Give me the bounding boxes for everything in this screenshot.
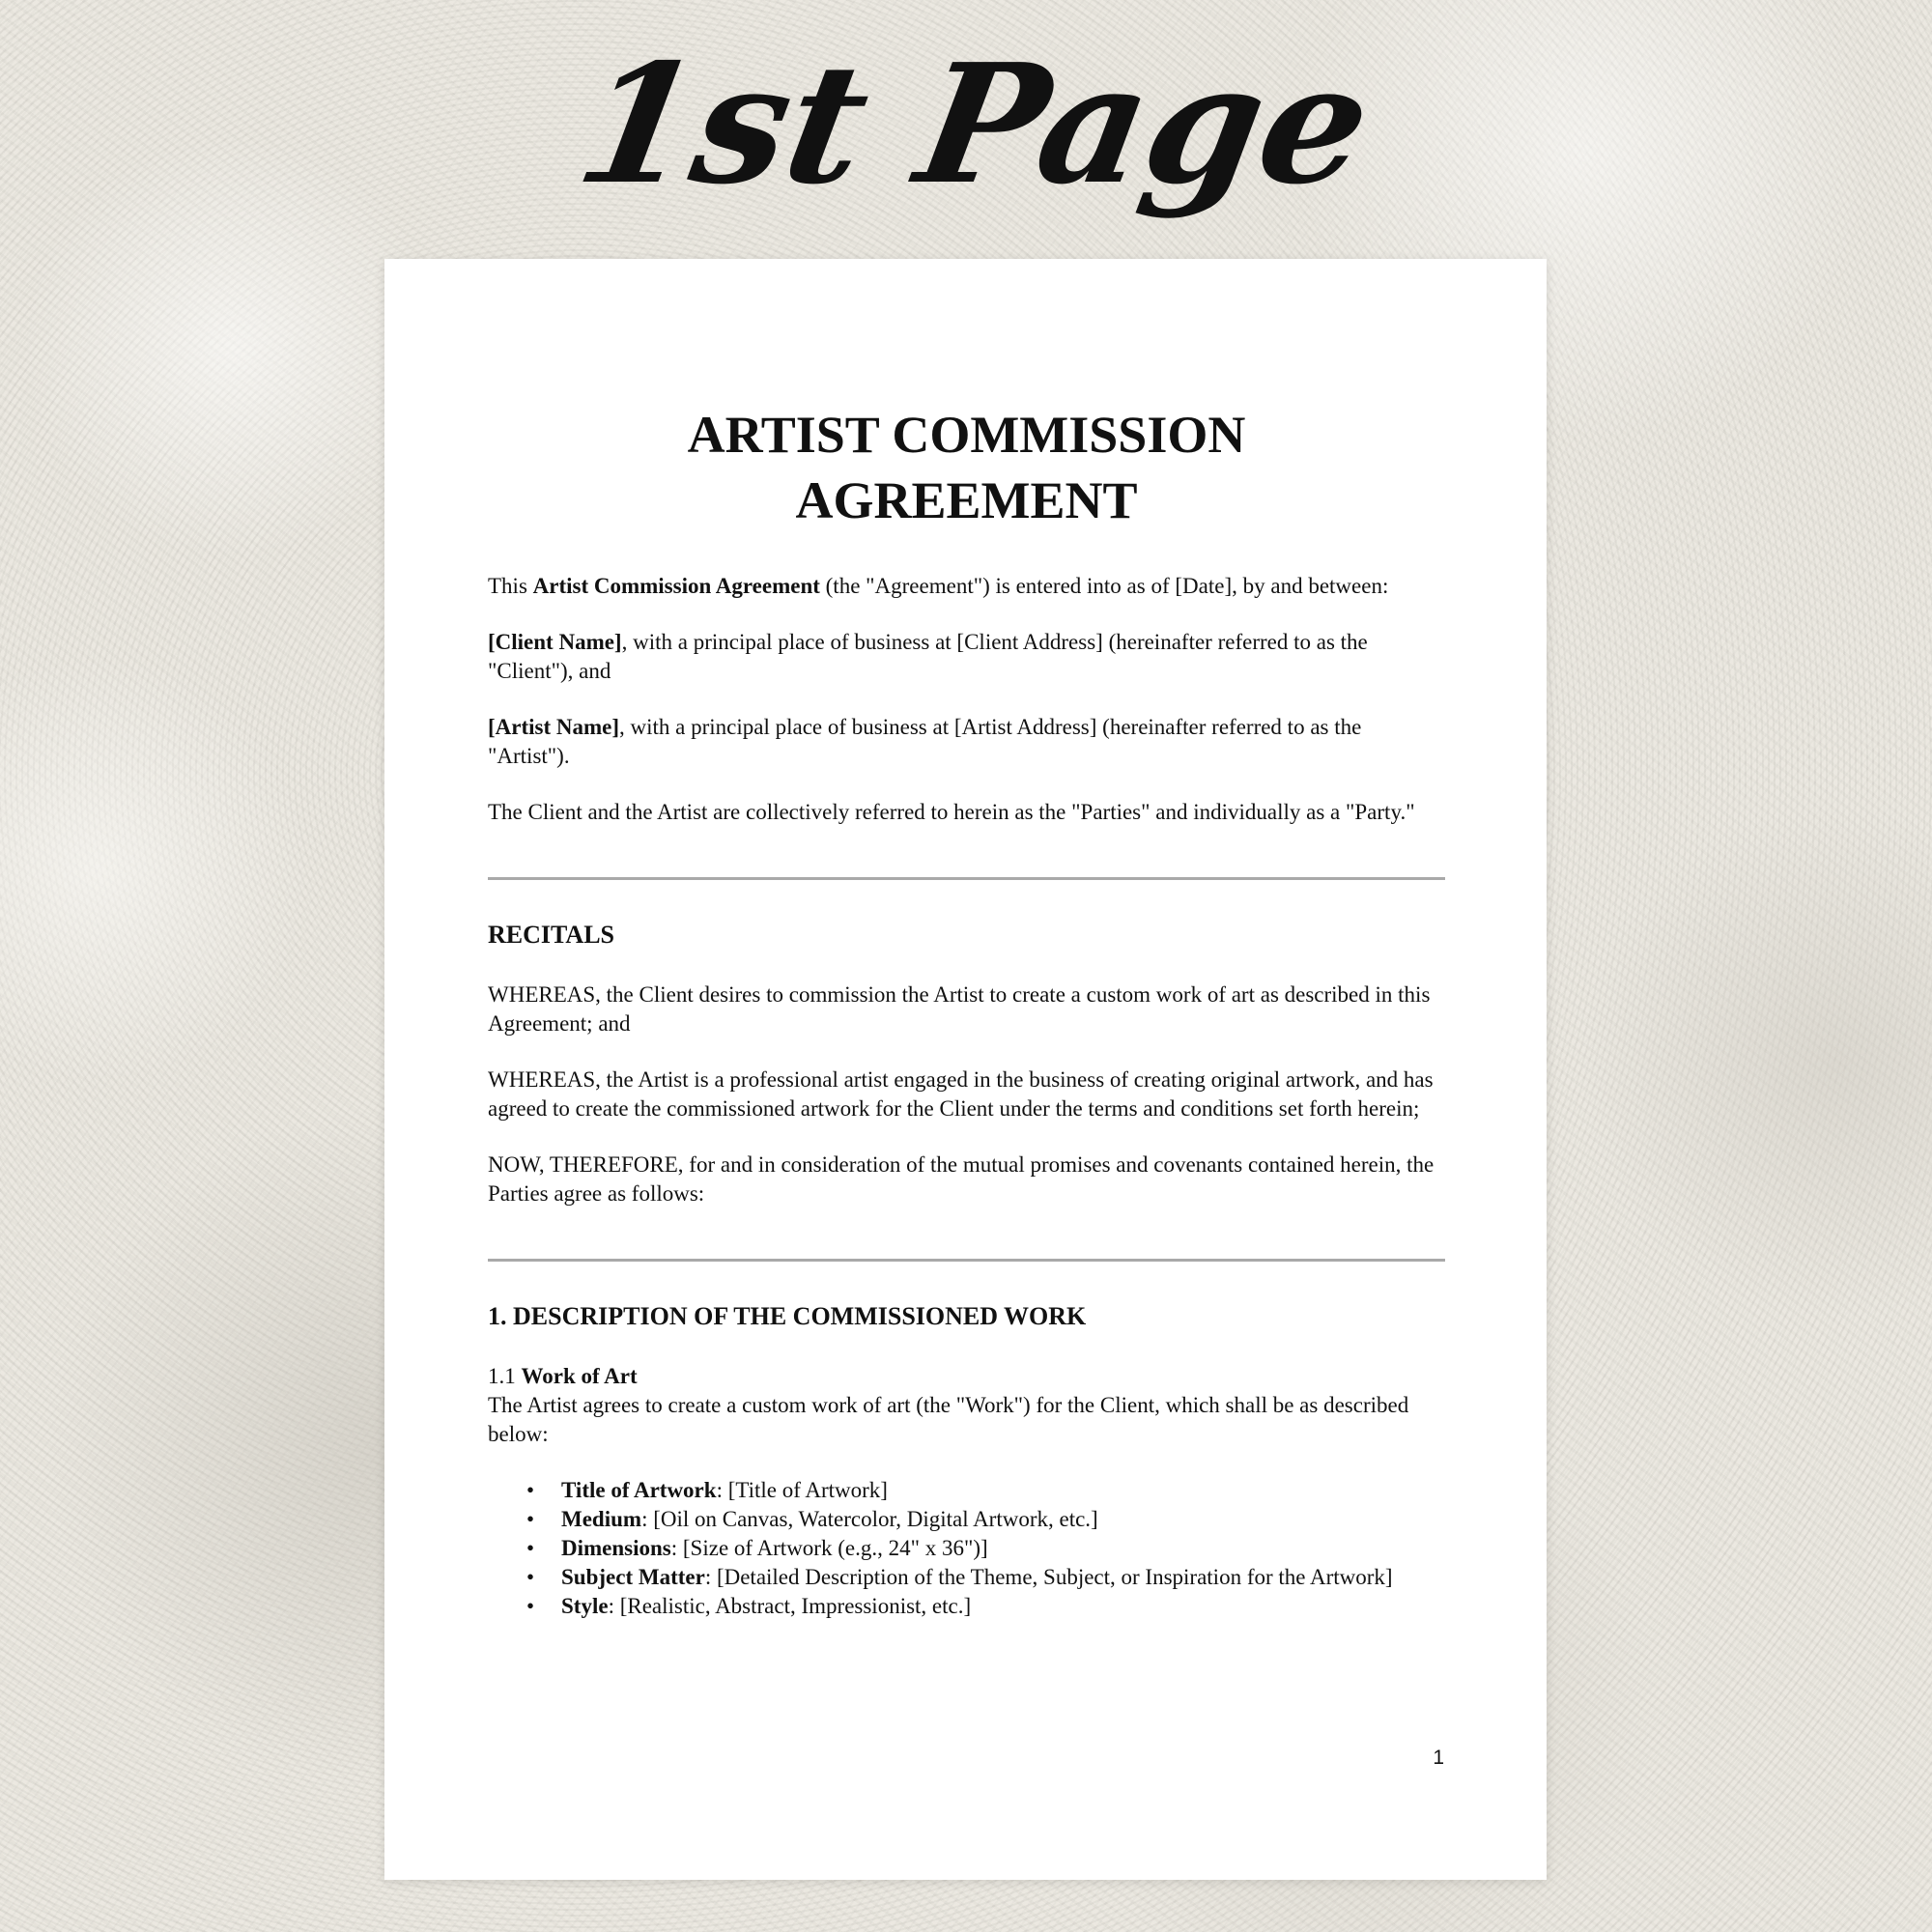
intro-paragraph (488, 572, 1445, 601)
subsection-1-1 (488, 1362, 1445, 1449)
page-heading-text: 1st Page (565, 28, 1384, 221)
bullet-icon: • (526, 1478, 535, 1502)
list-item-text: : [Detailed Description of the Theme, Subject, or Inspiration for the Artwork] (704, 1565, 1393, 1589)
parties-paragraph: The Client and the Artist are collectively referred to herein as the "Parties" and individually as a "Party." (488, 800, 1415, 824)
subsection-1-1-number: 1.1 (488, 1364, 522, 1388)
list-item-label: Title of Artwork (561, 1478, 717, 1502)
list-item (526, 1592, 1445, 1621)
recitals-heading: RECITALS (488, 921, 615, 949)
recital-paragraph-3: NOW, THEREFORE, for and in consideration of the mutual promises and covenants contained herein, the Parties agree as follows: (488, 1152, 1435, 1206)
artwork-details-list (488, 1476, 1445, 1621)
subsection-1-1-text: The Artist agrees to create a custom work of art (the "Work") for the Client, which shall be as described below: (488, 1393, 1409, 1446)
page-heading (0, 19, 1932, 251)
list-item-label: Subject Matter (561, 1565, 705, 1589)
divider-2 (488, 1259, 1445, 1262)
intro-agreement-name: Artist Commission Agreement (532, 574, 820, 598)
client-name: [Client Name] (488, 630, 622, 654)
list-item (526, 1534, 1445, 1563)
artist-paragraph (488, 713, 1445, 771)
list-item-label: Style (561, 1594, 609, 1618)
document-page (384, 259, 1547, 1880)
intro-suffix: (the "Agreement") is entered into as of [Date], by and between: (819, 574, 1389, 598)
bullet-icon: • (526, 1507, 535, 1531)
subsection-1-1-title: Work of Art (521, 1364, 638, 1388)
bullet-icon: • (526, 1536, 535, 1560)
list-item-label: Medium (561, 1507, 642, 1531)
section-1-heading: 1. DESCRIPTION OF THE COMMISSIONED WORK (488, 1302, 1087, 1330)
client-paragraph (488, 628, 1445, 686)
recital-paragraph-1: WHEREAS, the Client desires to commission the Artist to create a custom work of art as described in this Agreement; and (488, 982, 1431, 1036)
page-number: 1 (1433, 1747, 1444, 1769)
list-item (526, 1476, 1445, 1505)
document-title-line-2: AGREEMENT (795, 471, 1138, 529)
page-heading-svg (0, 19, 1932, 251)
recital-paragraph-2: WHEREAS, the Artist is a professional artist engaged in the business of creating original artwork, and has agreed to create the commissioned artwork for the Client under the terms and conditions set forth herein; (488, 1067, 1434, 1121)
list-item-text: : [Size of Artwork (e.g., 24" x 36")] (670, 1536, 988, 1560)
client-text: , with a principal place of business at [Client Address] (hereinafter referred to as the "Client"), and (488, 630, 1368, 683)
document-title (488, 402, 1445, 533)
divider-1 (488, 877, 1445, 880)
list-item (526, 1563, 1445, 1592)
list-item-text: : [Oil on Canvas, Watercolor, Digital Artwork, etc.] (641, 1507, 1098, 1531)
artist-text: , with a principal place of business at [Artist Address] (hereinafter referred to as the "Artist"). (488, 715, 1362, 768)
bullet-icon: • (526, 1565, 535, 1589)
bullet-icon: • (526, 1594, 535, 1618)
list-item-text: : [Realistic, Abstract, Impressionist, etc.] (608, 1594, 972, 1618)
list-item-label: Dimensions (561, 1536, 671, 1560)
subsection-1-1-heading (488, 1362, 1445, 1391)
list-item-text: : [Title of Artwork] (716, 1478, 888, 1502)
artist-name: [Artist Name] (488, 715, 620, 739)
intro-prefix: This (488, 574, 533, 598)
list-item (526, 1505, 1445, 1534)
document-title-line-1: ARTIST COMMISSION (687, 406, 1246, 464)
